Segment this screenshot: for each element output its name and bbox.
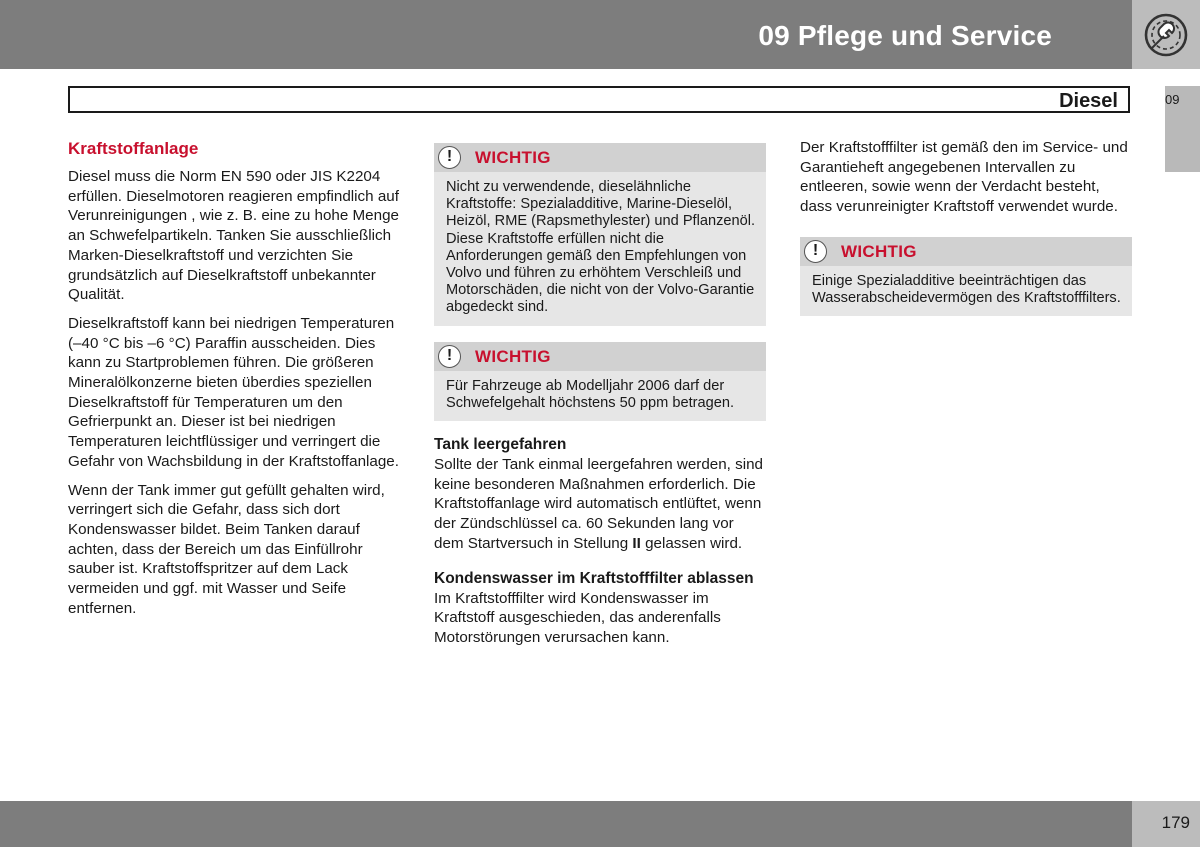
paragraph: Diesel muss die Norm EN 590 oder JIS K2204 erfüllen. Dieselmotoren reagieren empfindlich auf Verunreinigungen , wie z. B. eine zu hohe Menge an Schwefelpartikeln. Tanken Sie ausschließlich Marken-Dieselkraftstoff und verzichten Sie grundsätzlich auf Dieselkraftstoff unbekannter Qualität. bbox=[68, 168, 399, 304]
warning-header bbox=[434, 342, 766, 371]
header-bar bbox=[0, 0, 1132, 69]
column-1 bbox=[68, 138, 404, 627]
heading-kondenswasser: Kondenswasser im Kraftstofffilter ablassen bbox=[434, 569, 754, 587]
column-3 bbox=[800, 138, 1132, 332]
paragraph: Dieselkraftstoff kann bei niedrigen Temperaturen (–40 °C bis –6 °C) Paraffin ausscheiden. Dies kann zu Startproblemen führen. Die größeren Mineralölkonzerne bieten überdies speziellen Dieselkraftstoff für Temperaturen um den Gefrierpunkt an. Dieser ist bei niedrigen Temperaturen leichtflüssiger und verringert die Gefahr von Wachsbildung in der Kraftstoffanlage. bbox=[68, 314, 399, 470]
chapter-title: 09 Pflege und Service bbox=[758, 20, 1052, 51]
warning-box-1 bbox=[434, 143, 766, 326]
paragraph: Wenn der Tank immer gut gefüllt gehalten wird, verringert sich die Gefahr, dass sich dort Kondenswasser bildet. Beim Tanken darauf achten, dass der Bereich um das Einfüllrohr sauber ist. Kraftstoffspritzer auf dem Lack vermeiden und ggf. mit Wasser und Seife entfernen. bbox=[68, 481, 385, 617]
paragraph: Im Kraftstofffilter wird Kondenswasser im Kraftstoff ausgeschieden, das anderenfalls Motorstörungen verursachen kann. bbox=[434, 589, 721, 646]
tank-text-b: gelassen wird. bbox=[640, 534, 743, 552]
paragraph-tank bbox=[434, 455, 766, 554]
page-number: 179 bbox=[1161, 813, 1190, 832]
section-title: Diesel bbox=[1059, 90, 1118, 112]
warning-text: Nicht zu verwendende, dieselähnliche Kraftstoffe: Spezialadditive, Marine-Dieselöl, Heizöl, RME (Rapsmethylester) und Pflanzenöl. Diese Kraftstoffe erfüllen nicht die Anforderungen gemäß den Empfehlungen von Volvo und führen zu erhöhtem Verschleiß und Motorschäden, die nicht von der Volvo-Garantie abgedeckt sind. bbox=[446, 179, 756, 316]
warning-box-3 bbox=[800, 237, 1132, 316]
warning-header bbox=[434, 143, 766, 172]
heading-kraftstoffanlage: Kraftstoffanlage bbox=[68, 139, 199, 158]
column-2 bbox=[434, 143, 766, 657]
footer-page-box bbox=[1132, 801, 1200, 847]
warning-box-2 bbox=[434, 342, 766, 421]
heading-tank-leergefahren: Tank leergefahren bbox=[434, 436, 567, 454]
section-title-box bbox=[68, 86, 1130, 113]
warning-label: WICHTIG bbox=[841, 241, 917, 261]
exclamation-icon: ! bbox=[804, 240, 827, 263]
chapter-side-tab bbox=[1165, 86, 1200, 172]
wrench-gear-icon bbox=[1142, 12, 1190, 58]
warning-header bbox=[800, 237, 1132, 266]
tank-text-bold: II bbox=[632, 534, 641, 552]
warning-text: Für Fahrzeuge ab Modelljahr 2006 darf der Schwefelgehalt höchstens 50 ppm betragen. bbox=[446, 377, 735, 411]
exclamation-icon: ! bbox=[438, 345, 461, 368]
warning-label: WICHTIG bbox=[475, 346, 551, 366]
chapter-tab-label: 09 bbox=[1165, 92, 1180, 107]
header-icon-box bbox=[1132, 0, 1200, 69]
footer-bar bbox=[0, 801, 1132, 847]
tank-text-a: Sollte der Tank einmal leergefahren werden, sind keine besonderen Maßnahmen erforderlich. Die Kraftstoffanlage wird automatisch entlüftet, wenn der Zündschlüssel ca. 60 Sekunden lang vor dem Startversuch in Stellung bbox=[434, 456, 763, 552]
paragraph: Der Kraftstofffilter ist gemäß den im Service- und Garantieheft angegebenen Intervallen zu entleeren, sowie wenn der Verdacht besteht, dass verunreinigter Kraftstoff verwendet wurde. bbox=[800, 139, 1128, 216]
warning-label: WICHTIG bbox=[475, 148, 551, 167]
exclamation-icon: ! bbox=[438, 146, 461, 169]
warning-text: Einige Spezialadditive beeinträchtigen das Wasserabscheidevermögen des Kraftstofffilters. bbox=[812, 272, 1121, 307]
